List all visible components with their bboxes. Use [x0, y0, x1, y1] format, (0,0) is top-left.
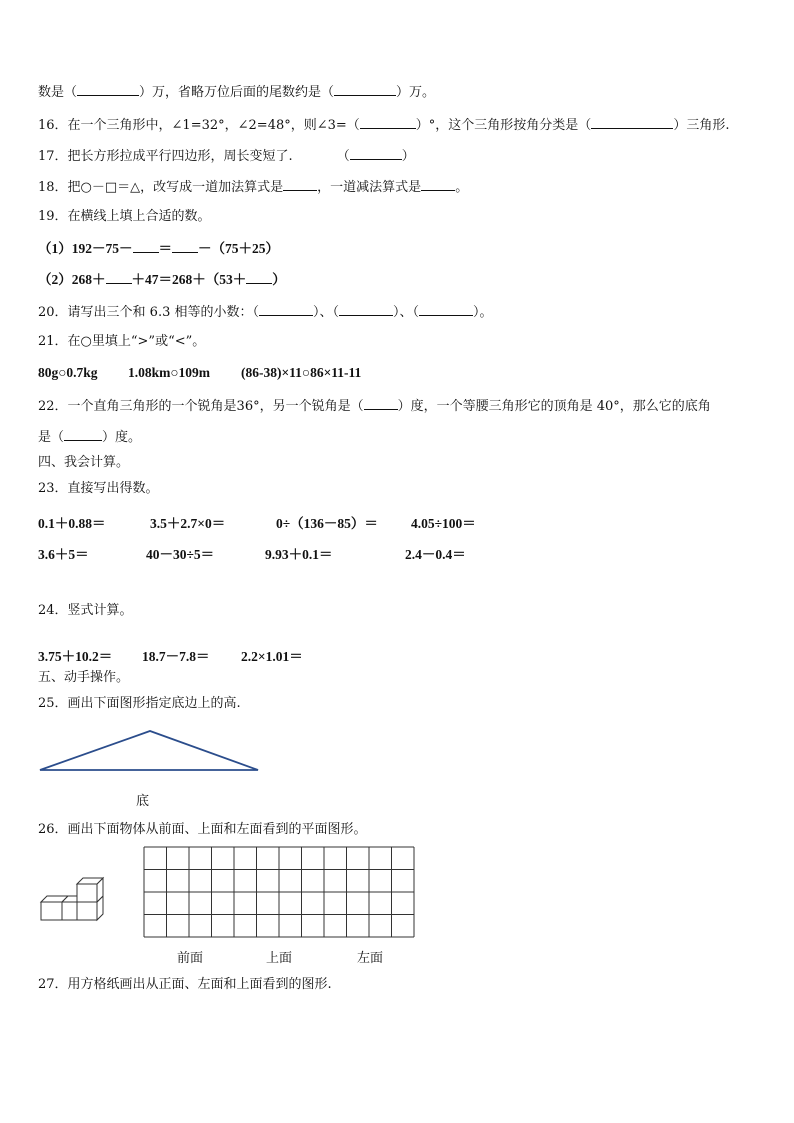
calc-item: 4.05÷100＝: [411, 516, 476, 531]
question-25: 25．画出下面图形指定底边上的高.: [38, 696, 241, 711]
section-4-heading: 四、我会计算。: [38, 455, 130, 470]
calc-item: 40－30÷5＝: [146, 547, 215, 562]
calc-item: 0÷（136－85）＝: [276, 516, 378, 531]
question-22-continuation: 是（ ）度。: [38, 430, 142, 445]
question-18: 18．把○－□＝△，改写成一道加法算式是 ，一道减法算式是 。: [38, 180, 469, 195]
q15-continuation: 数是（ ）万，省略万位后面的尾数约是（ ）万。: [38, 85, 436, 100]
view-label-front: 前面: [177, 951, 204, 966]
base-label: 底: [136, 794, 150, 809]
section-5-heading: 五、动手操作。: [38, 670, 130, 685]
vertical-calc-item: 2.2×1.01＝: [241, 649, 303, 664]
calc-item: 9.93＋0.1＝: [265, 547, 333, 562]
vertical-calc-item: 18.7－7.8＝: [142, 649, 210, 664]
question-23: 23．直接写出得数。: [38, 481, 159, 496]
question-24: 24．竖式计算。: [38, 603, 133, 618]
question-21: 21．在○里填上“>”或“<”。: [38, 334, 206, 349]
compare-item: (86-38)×11○86×11-11: [241, 365, 362, 380]
question-22: 22．一个直角三角形的一个锐角是36°，另一个锐角是（ ）度，一个等腰三角形它的顶角是 40°，那么它的底角: [38, 399, 711, 414]
calc-item: 3.6＋5＝: [38, 547, 89, 562]
question-19: 19．在横线上填上合适的数。: [38, 209, 211, 224]
question-20: 20．请写出三个和 6.3 相等的小数：（ ）、（ ）、（ ）。: [38, 305, 493, 320]
compare-item: 80g○0.7kg: [38, 365, 98, 380]
vertical-calc-item: 3.75＋10.2＝: [38, 649, 113, 664]
question-26: 26．画出下面物体从前面、上面和左面看到的平面图形。: [38, 822, 367, 837]
view-label-left: 左面: [357, 951, 384, 966]
question-19-part-1: （1）192－75－ ＝ －（75＋25）: [38, 241, 279, 256]
question-17: 17．把长方形拉成平行四边形，周长变短了. （ ）: [38, 149, 415, 164]
calc-item: 0.1＋0.88＝: [38, 516, 106, 531]
question-16: 16．在一个三角形中，∠1=32°，∠2=48°，则∠3=（ ）°，这个三角形按角分类是（ ）三角形.: [38, 118, 730, 133]
question-19-part-2: （2）268＋ ＋47＝268＋（53＋ ）: [38, 272, 286, 287]
compare-item: 1.08km○109m: [128, 365, 211, 380]
question-27: 27．用方格纸画出从正面、左面和上面看到的图形.: [38, 977, 332, 992]
calc-item: 3.5＋2.7×0＝: [150, 516, 226, 531]
view-label-top: 上面: [266, 951, 293, 966]
calc-item: 2.4－0.4＝: [405, 547, 466, 562]
